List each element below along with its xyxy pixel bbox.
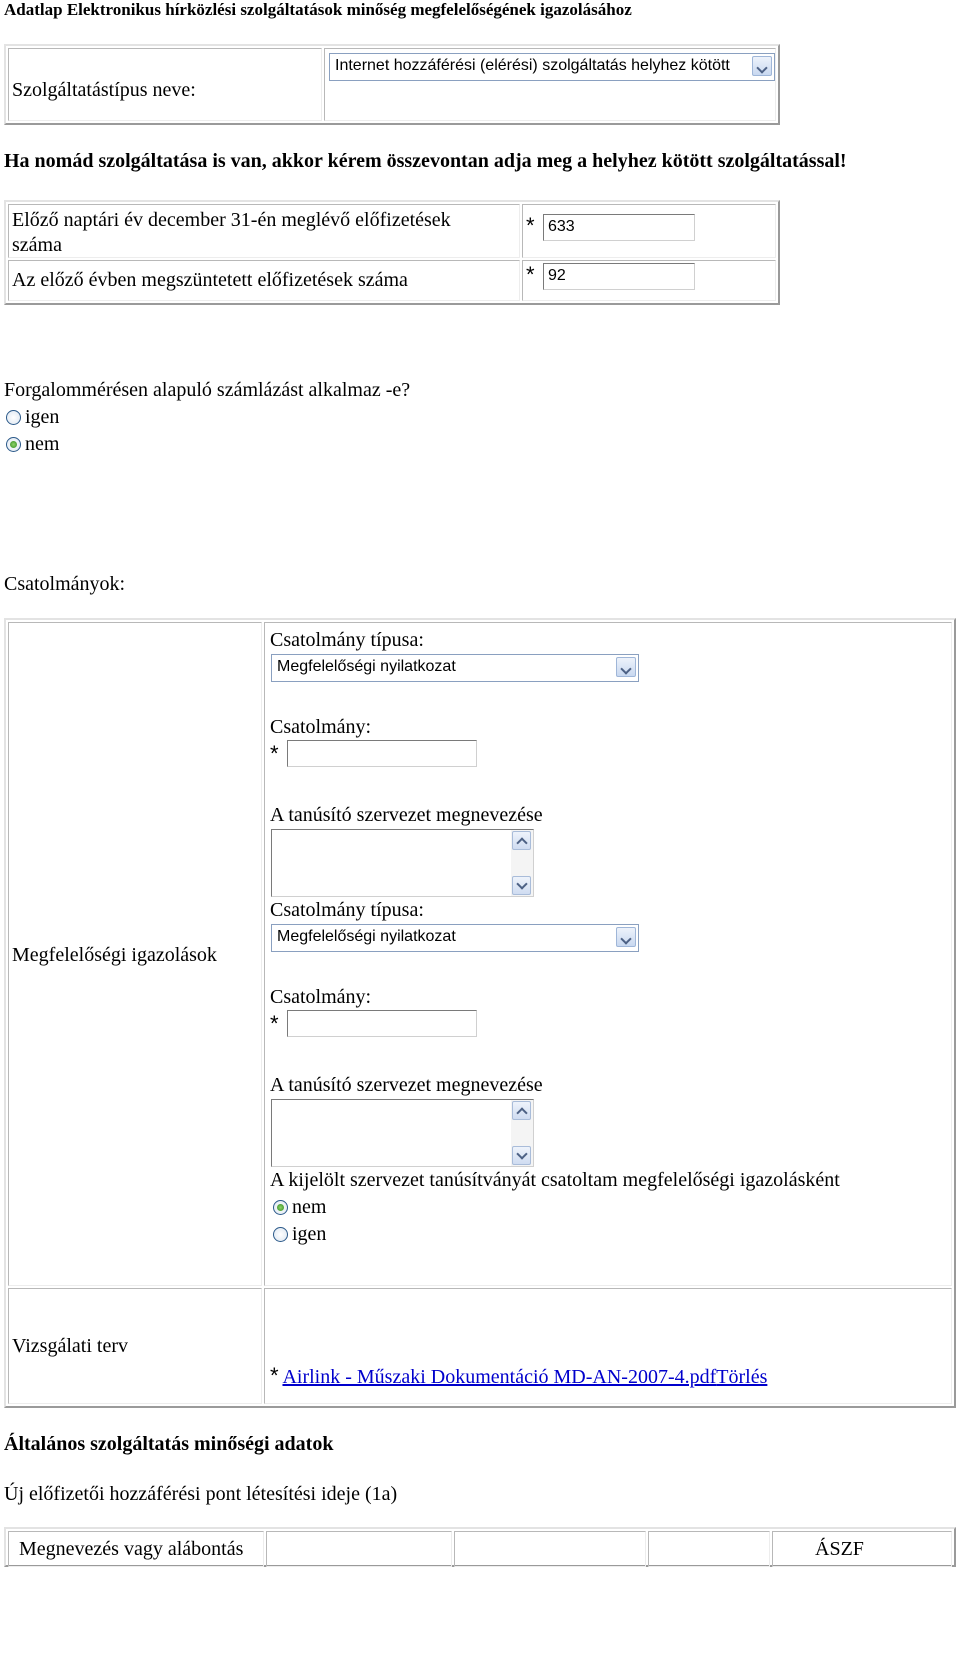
conformity-label-cell — [8, 622, 262, 1286]
billing-question: Forgalommérésen alapuló számlázást alkalmaz -e? — [4, 379, 411, 401]
scrollbar[interactable] — [511, 830, 533, 896]
certifier-org-textarea[interactable] — [271, 829, 534, 897]
attachments-heading: Csatolmányok: — [4, 573, 126, 595]
test-plan-file-link[interactable]: Airlink - Műszaki Dokumentáció MD-AN-2007-4.pdf — [282, 1366, 717, 1388]
quality-table-header-name: Megnevezés vagy alábontás — [19, 1538, 244, 1560]
billing-radio-igen[interactable] — [6, 410, 21, 425]
scrollbar[interactable] — [511, 1100, 533, 1166]
subs-row2-value-cell — [522, 260, 776, 301]
test-plan-content-cell — [264, 1288, 952, 1404]
attachment-type-label: Csatolmány típusa: — [270, 899, 424, 921]
scroll-down-icon[interactable] — [512, 1146, 531, 1165]
attachment-type-select[interactable] — [271, 924, 639, 952]
service-type-label: Szolgáltatástípus neve: — [12, 79, 196, 101]
scroll-down-icon[interactable] — [512, 876, 531, 895]
billing-radio-nem[interactable] — [6, 437, 21, 452]
conformity-content-cell — [264, 622, 952, 1286]
subs-row2-input[interactable]: 92 — [543, 263, 695, 290]
subs-row1-label-line2: száma — [12, 234, 62, 256]
scroll-up-icon[interactable] — [512, 831, 531, 850]
billing-option-nem-label: nem — [25, 433, 60, 455]
page-title: Adatlap Elektronikus hírközlési szolgáltatások minőség megfelelőségének igazolásához — [4, 0, 632, 19]
attachment-file-label: Csatolmány: — [270, 986, 372, 1008]
attachment-type-label: Csatolmány típusa: — [270, 629, 424, 651]
quality-table — [4, 1527, 956, 1567]
subs-row1-label-cell — [8, 204, 520, 258]
general-quality-subheading: Új előfizetői hozzáférési pont létesítési ideje (1a) — [4, 1483, 398, 1505]
service-type-select[interactable] — [329, 53, 775, 81]
required-mark: * — [270, 1011, 279, 1036]
subs-row1-label-line1: Előző naptári év december 31-én meglévő előfizetések — [12, 209, 451, 231]
quality-table-header-cell — [772, 1531, 952, 1567]
certificate-question: A kijelölt szervezet tanúsítványát csatoltam megfelelőségi igazolásként — [270, 1169, 840, 1191]
attachment-file-input[interactable] — [287, 1010, 477, 1037]
service-type-label-cell — [8, 48, 322, 121]
attachment-type-select[interactable] — [271, 654, 639, 682]
attachment-file-label: Csatolmány: — [270, 716, 372, 738]
service-type-value-cell — [324, 48, 776, 121]
test-plan-row-label: Vizsgálati terv — [12, 1335, 128, 1357]
quality-table-header-cell — [8, 1531, 264, 1567]
test-plan-label-cell — [8, 1288, 262, 1404]
required-mark: * — [270, 1363, 279, 1388]
certifier-org-label: A tanúsító szervezet megnevezése — [270, 804, 543, 826]
required-mark: * — [526, 213, 535, 238]
conformity-row-label: Megfelelőségi igazolások — [12, 944, 217, 966]
attachments-table — [4, 618, 956, 1408]
nomad-note: Ha nomád szolgáltatása is van, akkor kérem összevontan adja meg a helyhez kötött szolgáltatással! — [4, 150, 847, 172]
chevron-down-icon[interactable] — [616, 927, 636, 947]
certificate-radio-igen[interactable] — [273, 1227, 288, 1242]
quality-table-header-cell — [454, 1531, 646, 1567]
certificate-radio-nem[interactable] — [273, 1200, 288, 1215]
attachment-file-input[interactable] — [287, 740, 477, 767]
chevron-down-icon[interactable] — [616, 657, 636, 677]
certificate-option-nem-label: nem — [292, 1196, 327, 1218]
certifier-org-textarea[interactable] — [271, 1099, 534, 1167]
subscriptions-table — [4, 200, 780, 305]
quality-table-header-cell — [266, 1531, 452, 1567]
scroll-up-icon[interactable] — [512, 1101, 531, 1120]
general-quality-heading: Általános szolgáltatás minőségi adatok — [4, 1433, 334, 1455]
required-mark: * — [526, 262, 535, 287]
service-type-selected: Internet hozzáférési (elérési) szolgáltatás helyhez kötött — [335, 57, 730, 74]
quality-table-header-cell — [648, 1531, 770, 1567]
chevron-down-icon[interactable] — [752, 56, 772, 76]
subs-row1-value-cell — [522, 204, 776, 258]
test-plan-delete-link[interactable]: Törlés — [716, 1366, 768, 1388]
certifier-org-label: A tanúsító szervezet megnevezése — [270, 1074, 543, 1096]
attachment-type-selected: Megfelelőségi nyilatkozat — [277, 658, 456, 675]
attachment-type-selected: Megfelelőségi nyilatkozat — [277, 928, 456, 945]
required-mark: * — [270, 741, 279, 766]
subs-row2-label-cell — [8, 260, 520, 301]
subs-row1-input[interactable]: 633 — [543, 214, 695, 241]
certificate-option-igen-label: igen — [292, 1223, 327, 1245]
subs-row2-label: Az előző évben megszüntetett előfizetések száma — [12, 269, 408, 291]
service-type-table — [4, 44, 780, 125]
billing-option-igen-label: igen — [25, 406, 60, 428]
quality-table-header-aszf: ÁSZF — [815, 1538, 864, 1560]
test-plan-file-line — [270, 1363, 767, 1389]
